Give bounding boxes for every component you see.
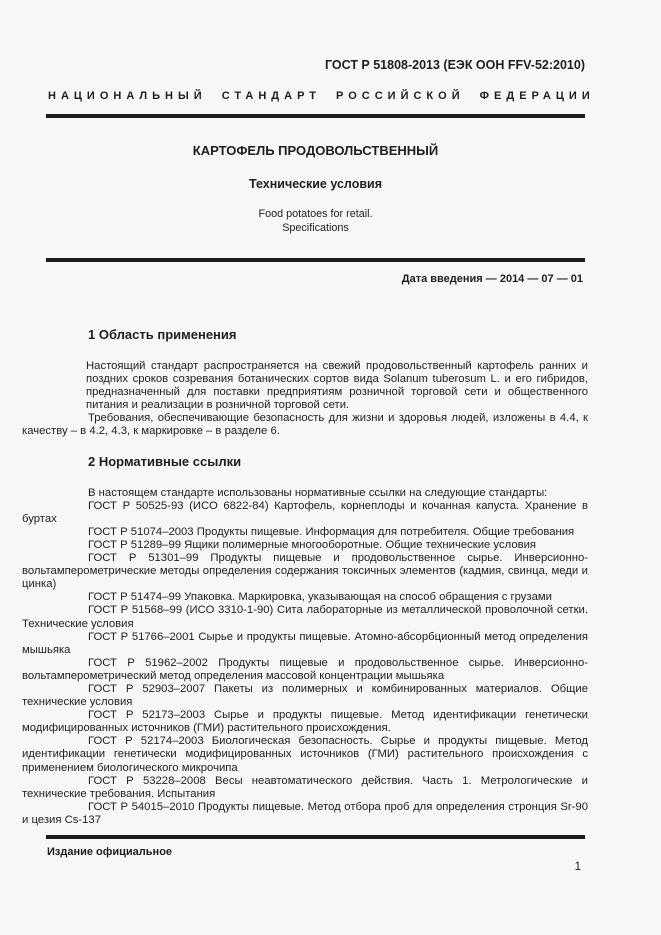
section-2-heading: 2 Нормативные ссылки (88, 453, 242, 469)
header-rule (46, 114, 585, 118)
paragraph-ref-gost-51766: ГОСТ Р 51766–2001 Сырье и продукты пищевые. Атомно-абсорбционный метод определения мышьяка (22, 630, 588, 656)
paragraph-ref-gost-52173: ГОСТ Р 52173–2003 Сырье и продукты пищевые. Метод идентификации генетически модифицированных источников (ГМИ) растительного происхождения. (22, 709, 588, 735)
effective-date: Дата введения — 2014 — 07 — 01 (401, 273, 583, 285)
paragraph-ref-gost-52174: ГОСТ Р 52174–2003 Биологическая безопасность. Сырье и продукты пищевые. Метод идентификации генетически модифицированных источников (ГМИ) растительного происхождения с применением биологического микрочипа (22, 735, 588, 774)
section-1-heading: 1 Область применения (88, 327, 237, 342)
paragraph-ref-gost-54015: ГОСТ Р 54015–2010 Продукты пищевые. Метод отбора проб для определения стронция Sr-90 и цезия Cs-137 (22, 800, 588, 826)
title-en-line1: Food potatoes for retail. (258, 208, 373, 220)
footer-rule (46, 835, 585, 839)
title-en-line2: Specifications (282, 221, 349, 234)
paragraph-ref-gost-51074: ГОСТ Р 51074–2003 Продукты пищевые. Информация для потребителя. Общие требования (88, 525, 575, 538)
standard-designation: НАЦИОНАЛЬНЫЙ СТАНДАРТ РОССИЙСКОЙ ФЕДЕРАЦИИ (48, 90, 595, 102)
paragraph-ref-gost-51289: ГОСТ Р 51289–99 Ящики полимерные многооборотные. Общие технические условия (88, 538, 537, 551)
paragraph-ref-gost-51474: ГОСТ Р 51474–99 Упаковка. Маркировка, указывающая на способ обращения с грузами (88, 591, 552, 604)
document-title-en (46, 208, 585, 235)
document-body (22, 327, 588, 827)
paragraph-ref-gost-50525: ГОСТ Р 50525-93 (ИСО 6822-84) Картофель, корнеплоды и кочанная капуста. Хранение в буртах (22, 499, 588, 525)
paragraph-refs-intro: В настоящем стандарте использованы нормативные ссылки на следующие стандарты: (88, 486, 548, 499)
title-block-rule (46, 258, 585, 262)
paragraph-scope-2: Требования, обеспечивающие безопасность для жизни и здоровья людей, изложены в 4.4, к качеству – в 4.2, 4.3, к маркировке – в разделе 6. (22, 412, 588, 438)
doc-code: ГОСТ Р 51808-2013 (ЕЭК ООН FFV-52:2010) (324, 58, 585, 72)
edition-note: Издание официальное (47, 846, 173, 858)
document-subtitle-ru: Технические условия (248, 177, 382, 191)
document-title-ru: КАРТОФЕЛЬ ПРОДОВОЛЬСТВЕННЫЙ (192, 143, 439, 158)
paragraph-ref-gost-51962: ГОСТ Р 51962–2002 Продукты пищевые и продовольственное сырье. Инверсионно-вольтамперометрический метод определения массовой концентрации мышьяка (22, 656, 588, 682)
paragraph-ref-gost-51301: ГОСТ Р 51301–99 Продукты пищевые и продовольственное сырье. Инверсионно-вольтамперометрические методы определения содержания токсичных элементов (кадмия, свинца, меди и цинка) (22, 552, 588, 591)
page-number: 1 (574, 861, 581, 873)
paragraph-ref-gost-53228: ГОСТ Р 53228–2008 Весы неавтоматического действия. Часть 1. Метрологические и технические требования. Испытания (22, 774, 588, 800)
paragraph-ref-gost-52903: ГОСТ Р 52903–2007 Пакеты из полимерных и комбинированных материалов. Общие технические условия (22, 682, 588, 709)
paragraph-scope-1: Настоящий стандарт распространяется на свежий продовольственный картофель ранних и поздних сроков созревания ботанических сортов вида Solanum tuberosum L. и его гибридов, предназначенный для поставки предприятиям розничной торговой сети и общественного питания и реализации в розничной торговой сети. (86, 360, 588, 412)
paragraph-ref-gost-51568: ГОСТ Р 51568–99 (ИСО 3310-1-90) Сита лабораторные из металлической проволочной сетки. Технические условия (22, 604, 588, 630)
